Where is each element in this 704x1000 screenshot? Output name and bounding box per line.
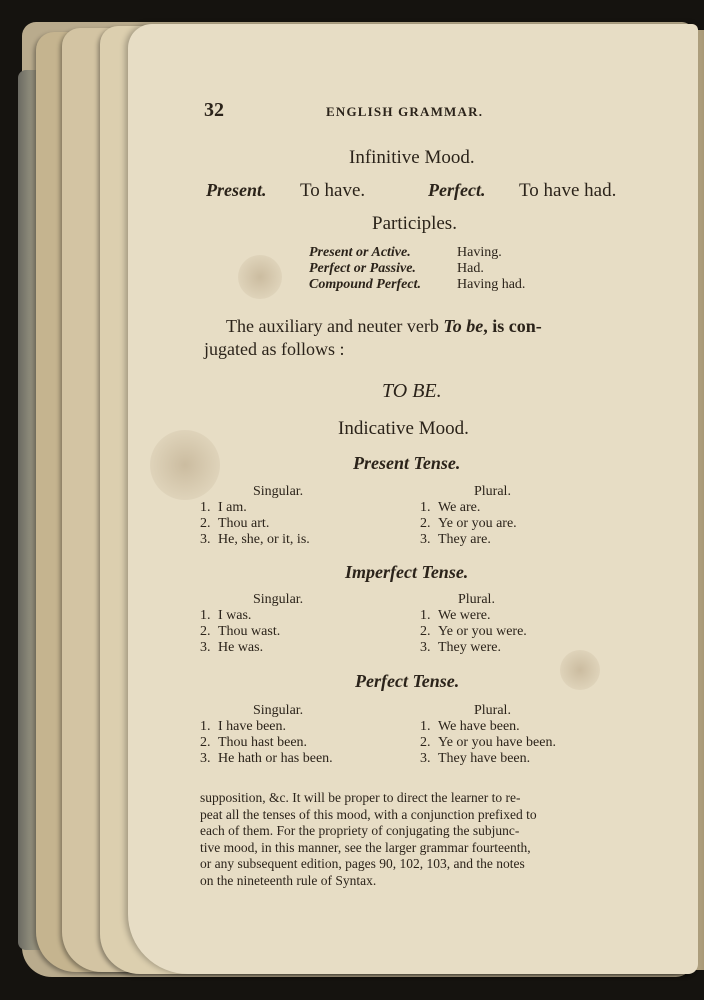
to-be-title: TO BE. [382, 380, 442, 402]
participle-value: Having. [457, 245, 502, 260]
singular-list [200, 719, 333, 767]
list-item: 1. I was. [200, 608, 252, 623]
singular-header: Singular. [253, 592, 304, 607]
plural-header: Plural. [474, 484, 511, 499]
list-item: 2. Ye or you are. [420, 516, 517, 531]
participle-label: Compound Perfect. [309, 277, 421, 292]
tense-heading: Present Tense. [353, 453, 461, 473]
intro-paragraph [204, 315, 640, 361]
footnote-line: on the nineteenth rule of Syntax. [200, 872, 377, 888]
perfect-label: Perfect. [428, 180, 486, 200]
plural-header: Plural. [474, 703, 511, 718]
list-item: 1. We are. [420, 500, 481, 515]
participle-label: Present or Active. [309, 245, 411, 260]
list-item: 1. We have been. [420, 719, 520, 734]
list-item: 2. Thou hast been. [200, 735, 308, 750]
indicative-mood-heading: Indicative Mood. [338, 418, 469, 439]
singular-header: Singular. [253, 484, 304, 499]
plural-list [420, 719, 556, 767]
tense-heading: Perfect Tense. [355, 671, 460, 691]
footnote-line: peat all the tenses of this mood, with a conjunction prefixed to [200, 806, 537, 822]
intro-line-2: jugated as follows : [204, 339, 345, 359]
running-title: ENGLISH GRAMMAR. [326, 104, 484, 119]
list-item: 3. He, she, or it, is. [200, 532, 310, 547]
list-item: 1. We were. [420, 608, 491, 623]
list-item: 3. He was. [200, 640, 264, 655]
list-item: 3. He hath or has been. [200, 751, 333, 766]
plural-list [420, 608, 527, 656]
list-item: 2. Thou art. [200, 516, 270, 531]
participles-heading: Participles. [372, 213, 457, 234]
singular-list [200, 500, 310, 548]
intro-verb: To be [443, 316, 484, 336]
tense-heading: Imperfect Tense. [345, 562, 469, 582]
list-item: 3. They have been. [420, 751, 531, 766]
participle-value: Had. [457, 261, 484, 276]
participle-value: Having had. [457, 277, 526, 292]
footnote-line: each of them. For the propriety of conjugating the subjunc- [200, 823, 520, 838]
present-value: To have. [300, 180, 366, 201]
footnote-line: or any subsequent edition, pages 90, 102, 103, and the notes [200, 856, 525, 871]
plural-list [420, 500, 517, 548]
list-item: 3. They were. [420, 640, 501, 655]
list-item: 1. I am. [200, 500, 247, 515]
intro-text: , is con- [483, 316, 542, 336]
list-item: 2. Ye or you have been. [420, 735, 556, 750]
footnote-line: supposition, &c. It will be proper to direct the learner to re- [200, 790, 521, 805]
intro-line-1 [204, 315, 640, 338]
list-item: 1. I have been. [200, 719, 287, 734]
present-label: Present. [206, 180, 267, 200]
singular-list [200, 608, 280, 656]
perfect-value: To have had. [519, 180, 617, 201]
list-item: 3. They are. [420, 532, 491, 547]
infinitive-heading: Infinitive Mood. [349, 147, 475, 168]
footnote-line: tive mood, in this manner, see the larger grammar fourteenth, [200, 839, 531, 855]
list-item: 2. Thou wast. [200, 624, 281, 639]
footnote [200, 790, 640, 889]
intro-text: The auxiliary and neuter verb [226, 316, 444, 336]
list-item: 2. Ye or you were. [420, 624, 527, 639]
singular-header: Singular. [253, 703, 304, 718]
page-number: 32 [204, 99, 224, 121]
plural-header: Plural. [458, 592, 495, 607]
participle-label: Perfect or Passive. [309, 261, 416, 276]
